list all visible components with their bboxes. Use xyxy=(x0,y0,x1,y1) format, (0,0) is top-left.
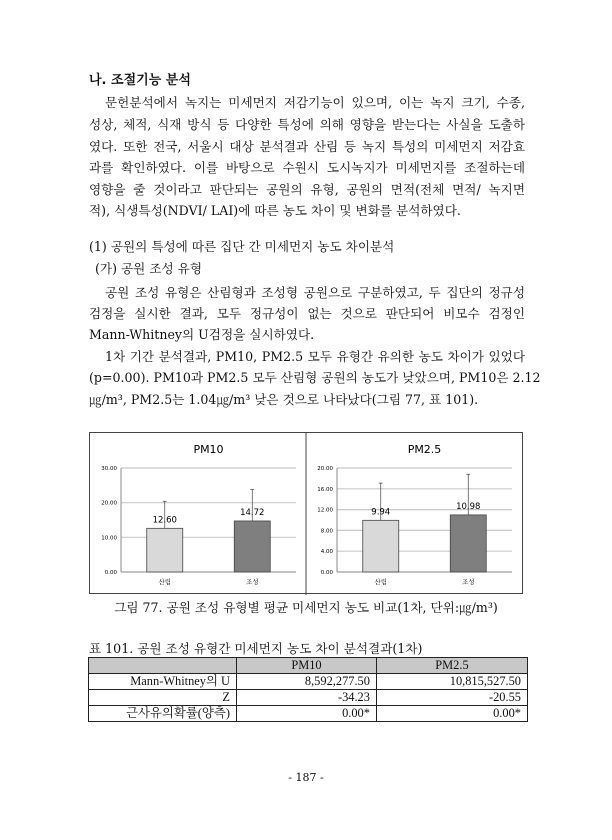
y-tick-label: 20.00 xyxy=(317,466,333,472)
data-label: 10.98 xyxy=(456,501,481,512)
cell: 0.00* xyxy=(237,706,377,722)
data-label: 9.94 xyxy=(371,507,391,518)
subheading: (가) 공원 조성 유형 xyxy=(95,261,202,276)
paragraph-line: 적), 식생특성(NDVI/ LAI)에 따른 농도 차이 및 변화를 분석하였다. xyxy=(89,203,461,218)
section-heading: 나. 조절기능 분석 xyxy=(89,73,191,88)
bar xyxy=(147,528,183,572)
bar-charts xyxy=(90,433,524,595)
table-row xyxy=(89,674,528,690)
cell: -34.23 xyxy=(237,690,377,706)
paragraph-line: 영향을 줄 것이라고 판단되는 공원의 유형, 공원의 면적(전체 면적/ 녹지면 xyxy=(89,182,525,197)
paragraph-line: 문헌분석에서 녹지는 미세먼지 저감기능이 있으며, 이는 녹지 크기, 수종, xyxy=(105,95,525,110)
cell: 8,592,277.50 xyxy=(237,674,377,690)
data-label: 14.72 xyxy=(240,507,265,518)
row-label: 근사유의확률(양측) xyxy=(89,706,237,722)
paragraph-line: (p=0.00). PM10과 PM2.5 모두 산림형 공원의 농도가 낮았으며, PM10은 2.12 xyxy=(89,370,541,385)
x-tick-label: 산림 xyxy=(374,578,388,586)
y-tick-label: 30.00 xyxy=(101,466,117,472)
paragraph-line: 공원 조성 유형은 산림형과 조성형 공원으로 구분하였고, 두 집단의 정규성 xyxy=(105,285,525,300)
subheading: (1) 공원의 특성에 따른 집단 간 미세먼지 농도 차이분석 xyxy=(89,239,395,254)
table-header: PM10 xyxy=(237,658,377,674)
y-tick-label: 0.00 xyxy=(104,570,117,576)
paragraph-line: 검정을 실시한 결과, 모두 정규성이 없는 것으로 판단되어 비모수 검정인 xyxy=(89,306,525,321)
table-title: 표 101. 공원 조성 유형간 미세먼지 농도 차이 분석결과(1차) xyxy=(89,641,423,656)
table-header-row xyxy=(89,658,528,674)
results-table xyxy=(88,657,528,722)
paragraph-line: 성상, 체적, 식재 방식 등 다양한 특성에 의해 영향을 받는다는 사실을 도출하 xyxy=(89,117,525,132)
paragraph-line: 과를 확인하였다. 이를 바탕으로 수원시 도시녹지가 미세먼지를 조절하는데 xyxy=(89,160,525,175)
cell: -20.55 xyxy=(376,690,527,706)
x-tick-label: 조성 xyxy=(245,578,259,586)
bar xyxy=(450,515,486,572)
x-tick-label: 조성 xyxy=(461,578,475,586)
data-label: 12.60 xyxy=(152,515,177,526)
paragraph-line: 1차 기간 분석결과, PM10, PM2.5 모두 유형간 유의한 농도 차이가 있었다 xyxy=(105,349,525,364)
y-tick-label: 4.00 xyxy=(320,549,333,556)
chart-title: PM2.5 xyxy=(407,443,442,456)
table-row xyxy=(89,706,528,722)
y-tick-label: 12.00 xyxy=(317,507,333,514)
figure-77 xyxy=(89,432,523,594)
bar xyxy=(234,521,270,572)
bar xyxy=(363,520,399,572)
x-tick-label: 산림 xyxy=(158,578,172,586)
paragraph-line: ㎍/m³, PM2.5는 1.04㎍/m³ 낮은 것으로 나타났다(그림 77, 표 101). xyxy=(89,392,479,407)
paragraph-line: Mann-Whitney의 U검정을 실시하였다. xyxy=(89,327,315,342)
y-tick-label: 0.00 xyxy=(320,570,333,576)
table-header: PM2.5 xyxy=(376,658,527,674)
table-row xyxy=(89,690,528,706)
y-tick-label: 8.00 xyxy=(320,528,333,535)
row-label: Z xyxy=(89,690,237,706)
y-tick-label: 20.00 xyxy=(101,500,117,507)
row-label: Mann-Whitney의 U xyxy=(89,674,237,690)
cell: 10,815,527.50 xyxy=(376,674,527,690)
cell: 0.00* xyxy=(376,706,527,722)
page-number: - 187 - xyxy=(288,771,324,784)
chart-title: PM10 xyxy=(193,443,224,456)
y-tick-label: 10.00 xyxy=(101,535,117,542)
table-header xyxy=(89,658,237,674)
paragraph-line: 였다. 또한 전국, 서울시 대상 분석결과 산림 등 녹지 특성의 미세먼지 저감효 xyxy=(89,139,525,154)
figure-caption: 그림 77. 공원 조성 유형별 평균 미세먼지 농도 비교(1차, 단위:㎍/m³) xyxy=(114,600,498,615)
y-tick-label: 16.00 xyxy=(317,486,333,493)
